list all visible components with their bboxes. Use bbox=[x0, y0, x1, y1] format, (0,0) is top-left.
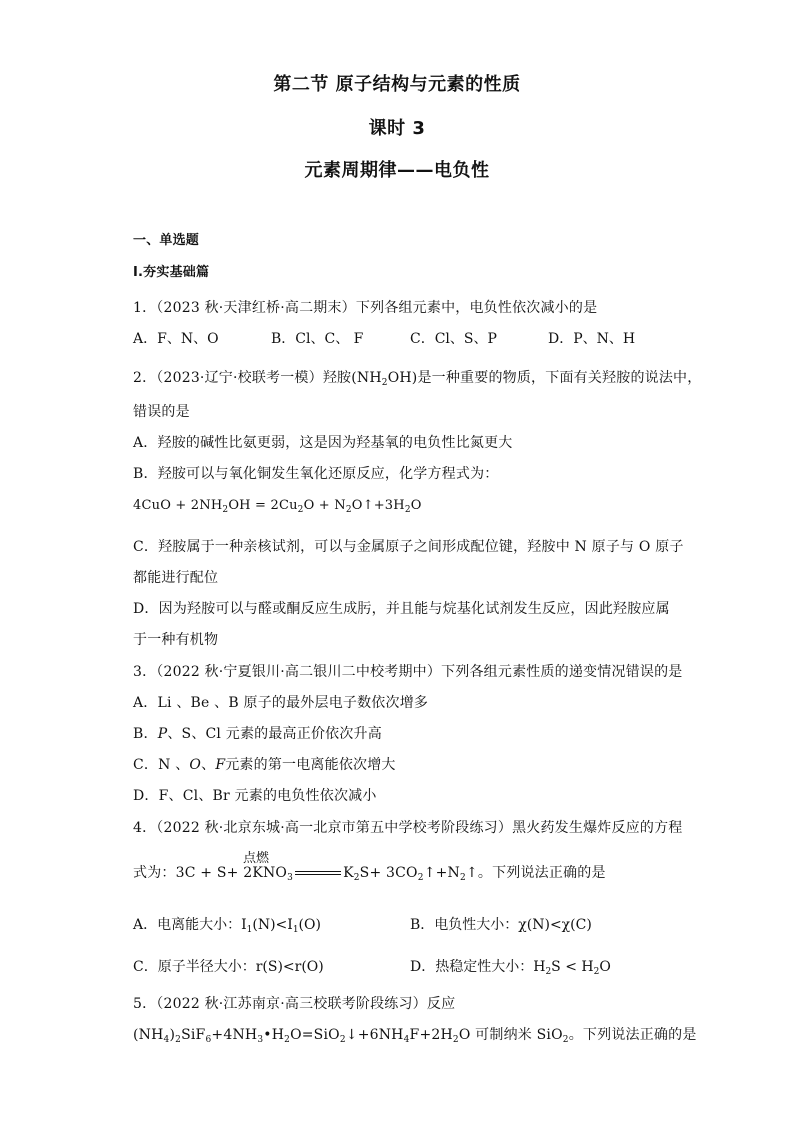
element-symbol: P bbox=[157, 726, 168, 742]
eq-part: ) bbox=[169, 1027, 176, 1043]
section-title: 第二节 原子结构与元素的性质 bbox=[273, 74, 521, 95]
q2-option-b: B．羟胺可以与氧化铜发生氧化还原反应，化学方程式为： bbox=[133, 466, 499, 482]
eq-sub: 1 bbox=[246, 925, 253, 935]
eq-part: O bbox=[410, 498, 422, 513]
eq-sub: 3 bbox=[257, 1035, 264, 1045]
eq-sub: 2 bbox=[417, 873, 424, 883]
eq-sub: 1 bbox=[292, 925, 299, 935]
q2-option-c-line1: C．羟胺属于一种亲核试剂，可以与金属原子之间形成配位键，羟胺中 N 原子与 O 原子 bbox=[133, 539, 684, 555]
q2-stem-post: OH)是一种重要的物质，下面有关羟胺的说法中， bbox=[387, 370, 702, 386]
separator: 、 bbox=[201, 757, 216, 773]
difficulty-subheading: Ⅰ.夯实基础篇 bbox=[133, 265, 210, 280]
lesson-number: 课时 3 bbox=[368, 118, 426, 139]
eq-sub: 2 bbox=[345, 505, 352, 515]
option-text: S < H bbox=[551, 959, 594, 975]
reaction-condition-label: 点燃 bbox=[243, 851, 270, 866]
element-symbol: F bbox=[215, 757, 226, 773]
eq-part: SiF bbox=[181, 1027, 206, 1043]
q5-stem: 5．（2022 秋·江苏南京·高三校联考阶段练习）反应 bbox=[133, 996, 456, 1012]
option-text: A．电离能大小：I bbox=[133, 917, 247, 933]
eq-sub: 3 bbox=[287, 873, 294, 883]
q1-stem: 1．（2023 秋·天津红桥·高二期末）下列各组元素中，电负性依次减小的是 bbox=[133, 300, 598, 316]
eq-sub: 2 bbox=[593, 967, 600, 977]
q2-equation bbox=[133, 498, 422, 515]
q4-option-d bbox=[410, 956, 611, 977]
eq-sub: 4 bbox=[403, 1035, 410, 1045]
q2-stem-sub: 2 bbox=[381, 378, 388, 388]
eq-sub: 2 bbox=[404, 505, 411, 515]
eq-part: ↓+6NH bbox=[345, 1027, 404, 1043]
eq-sub: 2 bbox=[339, 1035, 346, 1045]
q3-option-a: A．Li 、Be 、B 原子的最外层电子数依次增多 bbox=[133, 695, 429, 711]
eq-sub: 2 bbox=[545, 967, 552, 977]
q2-option-c-line2: 都能进行配位 bbox=[133, 570, 219, 586]
option-letter: C．N 、 bbox=[133, 757, 190, 773]
eq-part: 。下列说法正确的是 bbox=[568, 1027, 697, 1043]
eq-part: (NH bbox=[133, 1027, 164, 1043]
eq-sub: 6 bbox=[205, 1035, 212, 1045]
option-text: (N)<I bbox=[252, 917, 293, 933]
eq-sub: 2 bbox=[222, 505, 229, 515]
q2-option-d-line2: 于一种有机物 bbox=[133, 632, 219, 648]
eq-sub: 2 bbox=[353, 873, 360, 883]
q1-option-d: D．P、N、H bbox=[548, 331, 636, 347]
q1-option-a: A．F、N、O bbox=[133, 331, 219, 347]
eq-part: •H bbox=[263, 1027, 285, 1043]
eq-part: 4CuO + 2NH bbox=[133, 498, 223, 513]
eq-part: O + N bbox=[303, 498, 346, 513]
q2-stem-continued: 错误的是 bbox=[133, 404, 190, 420]
eq-part: ↑+N bbox=[423, 865, 460, 881]
eq-part: O 可制纳米 SiO bbox=[458, 1027, 563, 1043]
q3-option-d: D．F、Cl、Br 元素的电负性依次减小 bbox=[133, 788, 377, 804]
eq-sub: 2 bbox=[175, 1035, 182, 1045]
eq-sub: 2 bbox=[562, 1035, 569, 1045]
lesson-title: 元素周期律——电负性 bbox=[304, 160, 490, 181]
q2-option-a: A．羟胺的碱性比氨更弱，这是因为羟基氧的电负性比氮更大 bbox=[133, 435, 513, 451]
eq-part: O=SiO bbox=[290, 1027, 340, 1043]
eq-part: 式为：3C + S+ 2KNO bbox=[133, 865, 288, 881]
eq-sub: 4 bbox=[163, 1035, 170, 1045]
option-text: O bbox=[599, 959, 611, 975]
option-letter: B． bbox=[133, 726, 158, 742]
reaction-arrow-icon bbox=[295, 868, 341, 878]
eq-sub: 2 bbox=[284, 1035, 291, 1045]
q4-equation bbox=[133, 862, 606, 883]
q2-stem-pre: 2．（2023·辽宁·校联考一模）羟胺(NH bbox=[133, 370, 382, 386]
eq-part: K bbox=[343, 865, 354, 881]
option-text: (O) bbox=[298, 917, 321, 933]
eq-part: ↑。下列说法正确的是 bbox=[465, 865, 606, 881]
eq-sub: 2 bbox=[452, 1035, 459, 1045]
eq-part: +4NH bbox=[211, 1027, 258, 1043]
eq-sub: 2 bbox=[460, 873, 466, 883]
q4-stem: 4．（2022 秋·北京东城·高一北京市第五中学校考阶段练习）黑火药发生爆炸反应的方程 bbox=[133, 820, 683, 836]
question-type-heading: 一、单选题 bbox=[133, 233, 200, 248]
eq-part: S+ 3CO bbox=[359, 865, 418, 881]
eq-part: OH = 2Cu bbox=[228, 498, 298, 513]
option-text: 、S、Cl 元素的最高正价依次升高 bbox=[167, 726, 382, 742]
q1-option-b: B．Cl、C、 F bbox=[271, 331, 364, 347]
option-text: 元素的第一电离能依次增大 bbox=[225, 757, 396, 773]
option-text: D．热稳定性大小：H bbox=[410, 959, 546, 975]
q2-stem bbox=[133, 367, 701, 388]
q4-option-c: C．原子半径大小：r(S)<r(O) bbox=[133, 959, 324, 975]
eq-part: O↑+3H bbox=[351, 498, 405, 513]
element-symbol: O bbox=[189, 757, 202, 773]
q3-option-c bbox=[133, 754, 396, 774]
q4-option-b: B．电负性大小：χ(N)<χ(C) bbox=[410, 917, 592, 933]
q4-option-a bbox=[133, 914, 321, 935]
q3-option-b bbox=[133, 723, 382, 743]
q5-formula bbox=[133, 1024, 697, 1045]
q2-option-d-line1: D．因为羟胺可以与醛或酮反应生成肟，并且能与烷基化试剂发生反应，因此羟胺应属 bbox=[133, 601, 670, 617]
q1-option-c: C．Cl、S、P bbox=[410, 331, 497, 347]
eq-sub: 2 bbox=[297, 505, 304, 515]
eq-part: F+2H bbox=[409, 1027, 453, 1043]
q3-stem: 3．（2022 秋·宁夏银川·高二银川二中校考期中）下列各组元素性质的递变情况错误的是 bbox=[133, 664, 683, 680]
